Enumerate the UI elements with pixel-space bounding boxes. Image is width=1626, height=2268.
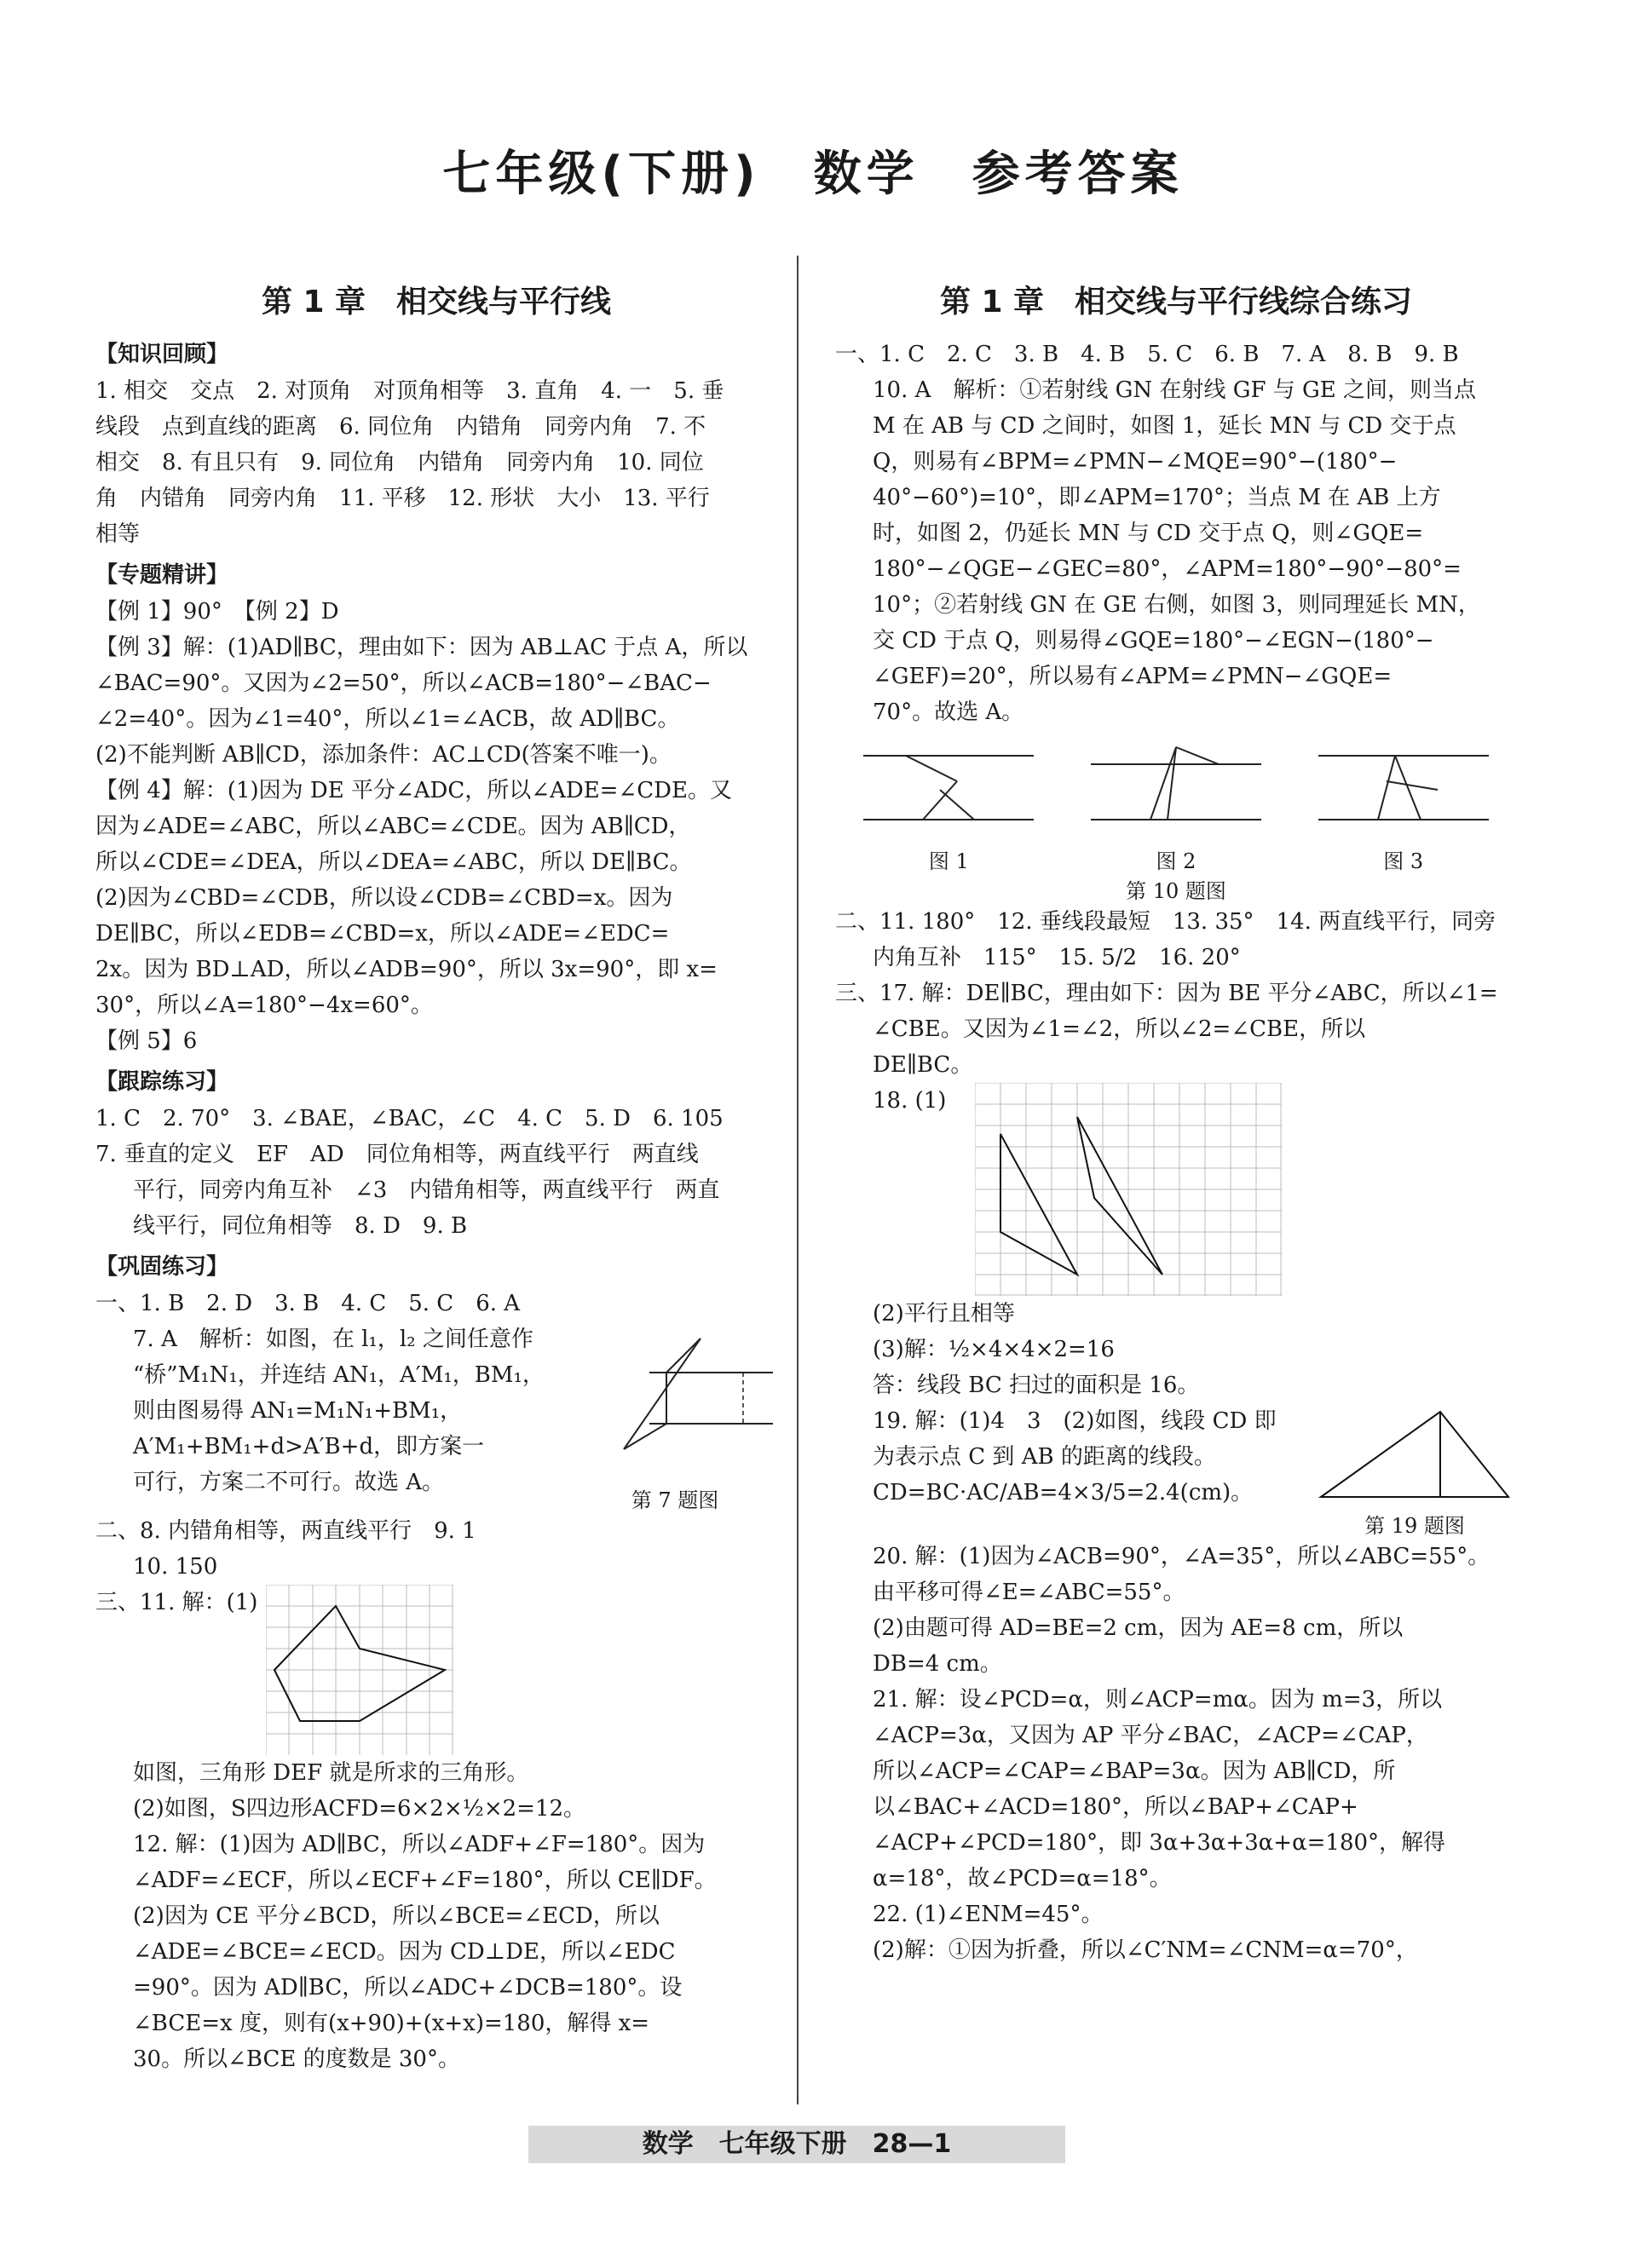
- figure-10-1: [855, 739, 1042, 841]
- text-line: 22. (1)∠ENM=45°。: [873, 1902, 1104, 1927]
- text-line: 如图，三角形 DEF 就是所求的三角形。: [133, 1760, 529, 1786]
- q18-block: [835, 1083, 1517, 1296]
- text-line: 三、11. 解：(1): [95, 1590, 258, 1615]
- figure-10-3: [1310, 739, 1497, 841]
- section-track: 【跟踪练习】: [95, 1069, 229, 1095]
- text-line: DE∥BC，所以∠EDB=∠CBD=x，所以∠ADE=∠EDC=: [95, 921, 670, 947]
- text-line: 1. 相交 交点 2. 对顶角 对顶角相等 3. 直角 4. 一 5. 垂: [95, 378, 724, 404]
- chapter-title-right: 第 1 章 相交线与平行线综合练习: [939, 285, 1413, 319]
- text-line: M 在 AB 与 CD 之间时，如图 1，延长 MN 与 CD 交于点: [873, 413, 1456, 439]
- text-line: 为表示点 C 到 AB 的距离的线段。: [873, 1444, 1216, 1470]
- text-line: 一、1. B 2. D 3. B 4. C 5. C 6. A: [95, 1291, 521, 1316]
- text-line: CD=BC·AC/AB=4×3/5=2.4(cm)。: [873, 1480, 1254, 1505]
- text-line: ∠CBE。又因为∠1=∠2，所以∠2=∠CBE，所以: [873, 1016, 1366, 1042]
- figure-q11-grid: [266, 1585, 453, 1755]
- text-line: (2)不能判断 AB∥CD，添加条件：AC⊥CD(答案不唯一)。: [95, 742, 672, 768]
- text-line: ∠ACP=3α，又因为 AP 平分∠BAC，∠ACP=∠CAP，: [873, 1723, 1428, 1748]
- figure-10-2: [1082, 739, 1270, 841]
- q19-block: [835, 1403, 1517, 1539]
- text-line: 交 CD 于点 Q，则易得∠GQE=180°−∠EGN−(180°−: [873, 628, 1434, 653]
- text-line: 所以∠ACP=∠CAP=∠BAP=3α。因为 AB∥CD，所: [873, 1759, 1396, 1784]
- text-line: ∠BAC=90°。又因为∠2=50°，所以∠ACB=180°−∠BAC−: [95, 671, 712, 696]
- text-line: 10°；②若射线 GN 在 GE 右侧，如图 3，则同理延长 MN，: [873, 592, 1480, 618]
- text-line: 三、17. 解：DE∥BC，理由如下：因为 BE 平分∠ABC，所以∠1=: [835, 981, 1498, 1006]
- text-line: Q，则易有∠BPM=∠PMN−∠MQE=90°−(180°−: [873, 449, 1398, 475]
- text-line: 【例 1】90° 【例 2】D: [95, 599, 339, 625]
- text-line: 相等: [95, 521, 141, 547]
- right-column: [835, 264, 1517, 1968]
- text-line: ∠ACP+∠PCD=180°，即 3α+3α+3α+α=180°，解得: [873, 1830, 1446, 1856]
- figure-label: 图 3: [1383, 849, 1424, 873]
- text-line: (2)因为∠CBD=∠CDB，所以设∠CDB=∠CBD=x。因为: [95, 885, 673, 911]
- text-line: 则由图易得 AN₁=M₁N₁+BM₁，: [133, 1398, 463, 1424]
- text-line: 10. 150: [133, 1554, 218, 1580]
- text-line: ∠2=40°。因为∠1=40°，所以∠1=∠ACB，故 AD∥BC。: [95, 706, 680, 732]
- figure-label: 图 1: [928, 849, 969, 873]
- text-line: DB=4 cm。: [873, 1651, 1002, 1677]
- figure-q19: [1312, 1403, 1517, 1505]
- figure-caption: 第 10 题图: [1126, 879, 1226, 903]
- text-line: ∠GEF)=20°，所以易有∠APM=∠PMN−∠GQE=: [873, 664, 1392, 689]
- text-line: 19. 解：(1)4 3 (2)如图，线段 CD 即: [873, 1408, 1277, 1434]
- page-title: 七年级(下册) 数学 参考答案: [442, 147, 1184, 202]
- text-line: 7. A 解析：如图，在 l₁，l₂ 之间任意作: [133, 1327, 533, 1352]
- q10-figures: [835, 739, 1517, 874]
- text-line: (2)解：①因为折叠，所以∠C′NM=∠CNM=α=70°，: [873, 1937, 1418, 1963]
- text-line: 线段 点到直线的距离 6. 同位角 内错角 同旁内角 7. 不: [95, 414, 706, 440]
- text-line: 一、1. C 2. C 3. B 4. B 5. C 6. B 7. A 8. B 9. B: [835, 342, 1459, 367]
- text-line: “桥”M₁N₁，并连结 AN₁，A′M₁，BM₁，: [133, 1362, 545, 1388]
- text-line: ∠BCE=x 度，则有(x+90)+(x+x)=180，解得 x=: [133, 2011, 650, 2036]
- section-consolidate: 【巩固练习】: [95, 1254, 229, 1280]
- text-line: 相交 8. 有且只有 9. 同位角 内错角 同旁内角 10. 同位: [95, 450, 704, 475]
- chapter-title-left: 第 1 章 相交线与平行线: [261, 285, 612, 319]
- text-line: 二、11. 180° 12. 垂线段最短 13. 35° 14. 两直线平行，同旁: [835, 909, 1496, 935]
- text-line: α=18°，故∠PCD=α=18°。: [873, 1866, 1172, 1891]
- figure-q7: [573, 1321, 777, 1483]
- text-line: 2x。因为 BD⊥AD，所以∠ADB=90°，所以 3x=90°，即 x=: [95, 957, 718, 982]
- text-line: (3)解：½×4×4×2=16: [873, 1337, 1115, 1362]
- text-line: =90°。因为 AD∥BC，所以∠ADC+∠DCB=180°。设: [133, 1975, 683, 2000]
- text-line: 【例 4】解：(1)因为 DE 平分∠ADC，所以∠ADE=∠CDE。又: [95, 778, 732, 803]
- text-line: 由平移可得∠E=∠ABC=55°。: [873, 1580, 1185, 1605]
- text-line: 内角互补 115° 15. 5/2 16. 20°: [873, 945, 1241, 970]
- text-line: 1. C 2. 70° 3. ∠BAE，∠BAC，∠C 4. C 5. D 6. 105: [95, 1106, 724, 1131]
- text-line: ∠ADF=∠ECF，所以∠ECF+∠F=180°，所以 CE∥DF。: [133, 1868, 717, 1893]
- text-line: 18. (1): [873, 1088, 947, 1114]
- text-line: DE∥BC。: [873, 1052, 973, 1078]
- text-line: ∠ADE=∠BCE=∠ECD。因为 CD⊥DE，所以∠EDC: [133, 1939, 676, 1965]
- figure-caption: 第 7 题图: [631, 1488, 719, 1512]
- text-line: 10. A 解析：①若射线 GN 在射线 GF 与 GE 之间，则当点: [873, 377, 1477, 403]
- text-line: 【例 5】6: [95, 1028, 198, 1054]
- section-knowledge: 【知识回顾】: [95, 342, 229, 367]
- text-line: (2)因为 CE 平分∠BCD，所以∠BCE=∠ECD，所以: [133, 1903, 660, 1929]
- section-topic: 【专题精讲】: [95, 562, 229, 588]
- column-divider: [797, 256, 799, 2104]
- text-line: (2)如图，S四边形ACFD=6×2×½×2=12。: [133, 1796, 586, 1822]
- text-line: 线平行，同位角相等 8. D 9. B: [133, 1213, 468, 1239]
- q11-block: [95, 1585, 777, 1755]
- left-column: [95, 264, 777, 2077]
- text-line: 因为∠ADE=∠ABC，所以∠ABC=∠CDE。因为 AB∥CD，: [95, 814, 691, 839]
- text-line: 30°，所以∠A=180°−4x=60°。: [95, 993, 433, 1018]
- figure-q18-grid: [975, 1083, 1282, 1296]
- text-line: 二、8. 内错角相等，两直线平行 9. 1: [95, 1518, 476, 1544]
- text-line: (2)平行且相等: [873, 1301, 1015, 1327]
- text-line: 以∠BAC+∠ACD=180°，所以∠BAP+∠CAP+: [873, 1794, 1358, 1820]
- text-line: 7. 垂直的定义 EF AD 同位角相等，两直线平行 两直线: [95, 1142, 699, 1167]
- figure-caption: 第 19 题图: [1364, 1514, 1465, 1538]
- text-line: 21. 解：设∠PCD=α，则∠ACP=mα。因为 m=3，所以: [873, 1687, 1443, 1713]
- q7-block: [95, 1321, 777, 1513]
- text-line: 70°。故选 A。: [873, 699, 1024, 725]
- text-line: 时，如图 2，仍延长 MN 与 CD 交于点 Q，则∠GQE=: [873, 521, 1424, 546]
- text-line: 平行，同旁内角互补 ∠3 内错角相等，两直线平行 两直: [133, 1177, 720, 1203]
- figure-label: 图 2: [1156, 849, 1196, 873]
- page-footer: 数学 七年级下册 28—1: [528, 2126, 1065, 2163]
- text-line: A′M₁+BM₁+d>A′B+d，即方案一: [133, 1434, 485, 1459]
- text-line: 角 内错角 同旁内角 11. 平移 12. 形状 大小 13. 平行: [95, 486, 710, 511]
- text-line: 【例 3】解：(1)AD∥BC，理由如下：因为 AB⊥AC 于点 A，所以: [95, 635, 748, 660]
- text-line: 180°−∠QGE−∠GEC=80°，∠APM=180°−90°−80°=: [873, 556, 1462, 582]
- text-line: 30。所以∠BCE 的度数是 30°。: [133, 2046, 460, 2072]
- text-line: (2)由题可得 AD=BE=2 cm，因为 AE=8 cm，所以: [873, 1615, 1404, 1641]
- text-line: 答：线段 BC 扫过的面积是 16。: [873, 1373, 1200, 1398]
- text-line: 所以∠CDE=∠DEA，所以∠DEA=∠ABC，所以 DE∥BC。: [95, 849, 692, 875]
- text-line: 40°−60°)=10°，即∠APM=170°；当点 M 在 AB 上方: [873, 485, 1441, 510]
- text-line: 20. 解：(1)因为∠ACB=90°，∠A=35°，所以∠ABC=55°。: [873, 1544, 1490, 1569]
- text-line: 12. 解：(1)因为 AD∥BC，所以∠ADF+∠F=180°。因为: [133, 1832, 706, 1857]
- text-line: 可行，方案二不可行。故选 A。: [133, 1470, 445, 1495]
